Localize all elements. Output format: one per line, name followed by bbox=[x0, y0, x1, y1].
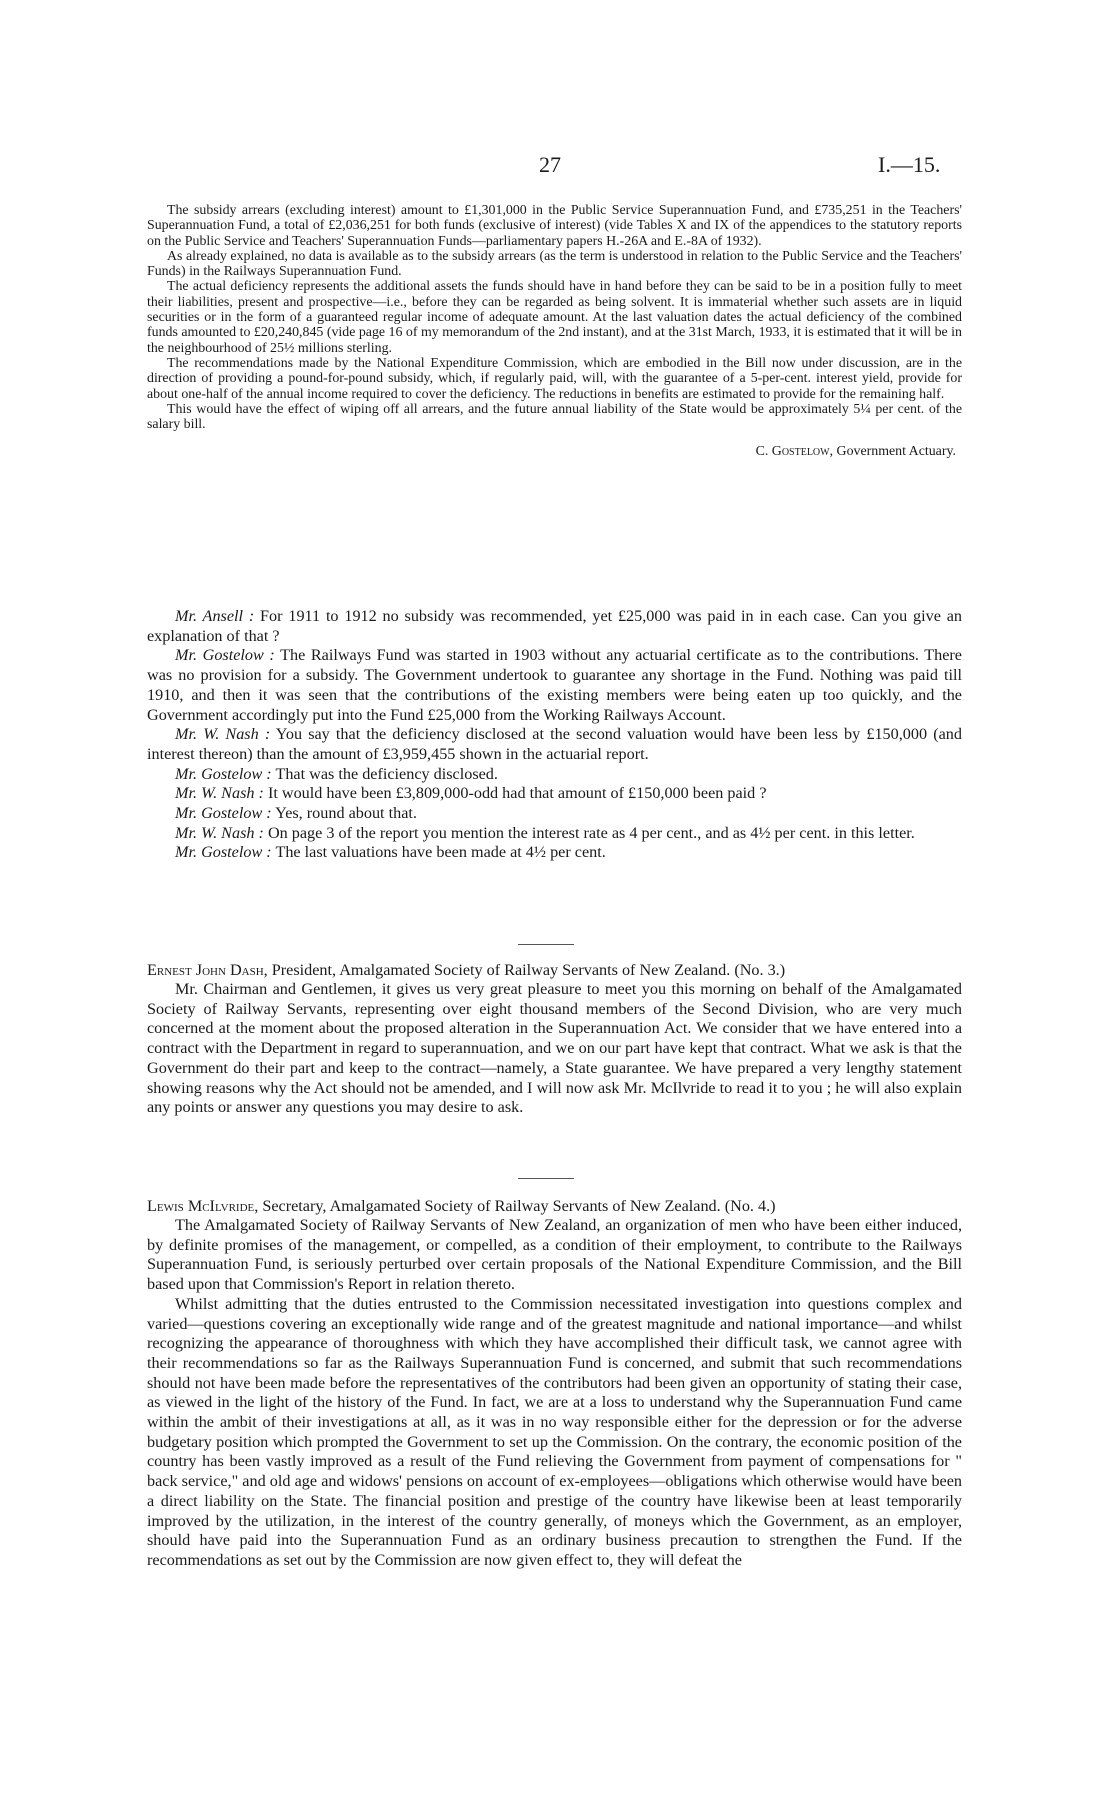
dialogue-line bbox=[147, 804, 962, 824]
speech: It would have been £3,809,000-odd had that amount of £150,000 been paid ? bbox=[263, 784, 767, 803]
dash-section bbox=[147, 960, 962, 1118]
signature-name: C. Gostelow bbox=[755, 444, 830, 460]
speaker: Mr. Ansell : bbox=[175, 607, 255, 625]
dialogue-line bbox=[147, 607, 962, 646]
speaker: Mr. Gostelow : bbox=[175, 764, 272, 783]
speech: For 1911 to 1912 no subsidy was recommended, yet £25,000 was paid in in each case. Can you give an explanation of that ? bbox=[147, 607, 962, 645]
memo-signature bbox=[147, 444, 962, 460]
speech: On page 3 of the report you mention the interest rate as 4 per cent., and as 4½ per cent. in this letter. bbox=[263, 823, 915, 842]
statement-paragraph: Whilst admitting that the duties entrusted to the Commission necessitated investigation into questions complex and varied—questions covering an exceptionally wide range and of the greatest magnitude and national importance—and whilst recognizing the appearance of thoroughness with which they have accomplished their difficult task, we cannot agree with their recommendations so far as the Railways Superannuation Fund is concerned, and submit that such recommendations should not have been made before the representatives of the contributors had been given an opportunity of stating their case, as viewed in the light of the history of the Fund. In fact, we are at a loss to understand why the Superannuation Fund came within the ambit of their investigations at all, as it was in no way responsible either for the depression or for the adverse budgetary position which prompted the Government to set up the Commission. On the contrary, the economic position of the country has been vastly improved as a result of the Fund relieving the Government from payment of compensations for " back service," and old age and widows' pensions on account of ex-employees—obligations which otherwise would have been a direct liability on the State. The financial position and prestige of the country have likewise been at least temporarily improved by the utilization, in the interest of the country generally, of moneys which the Government, as an employer, should have paid into the Superannuation Fund as an ordinary business precaution to strengthen the Fund. If the recommendations as set out by the Commission are now given effect to, they will defeat the bbox=[147, 1294, 962, 1569]
speaker: Mr. Gostelow : bbox=[175, 804, 272, 823]
signature-title: , Government Actuary. bbox=[829, 444, 956, 460]
speech: You say that the deficiency disclosed at the second valuation would have been less by £150,000 (and interest thereon) than the amount of £3,959,455 shown in the actuarial report. bbox=[147, 725, 962, 763]
section-heading bbox=[147, 960, 962, 980]
speaker: Mr. Gostelow : bbox=[175, 646, 275, 665]
actuary-memo bbox=[147, 203, 962, 460]
dialogue-line bbox=[147, 824, 962, 844]
memo-paragraph: The actual deficiency represents the additional assets the funds should have in hand before they can be said to be in a position fully to meet their liabilities, present and prospective—i.e., before they can be regarded as being solvent. It is immaterial whether such assets are in liquid securities or in the form of a guaranteed regular income of adequate amount. At the last valuation dates the actual deficiency of the combined funds amounted to £20,240,845 (vide page 16 of my memorandum of the 2nd instant), and at the 31st March, 1933, it is estimated that it will be in the neighbourhood of 25½ millions sterling. bbox=[147, 279, 962, 356]
dialogue-line bbox=[147, 765, 962, 785]
speech: That was the deficiency disclosed. bbox=[271, 764, 498, 783]
speech: The Railways Fund was started in 1903 without any actuarial certificate as to the contributions. There was no provision for a subsidy. The Government undertook to guarantee any shortage in the Fund. Nothing was paid till 1910, and then it was seen that the contributions of the existing members were being eaten up too quickly, and the Government accordingly put into the Fund £25,000 from the Working Railways Account. bbox=[147, 646, 962, 724]
section-divider bbox=[518, 944, 574, 945]
witness-name: Ernest John Dash bbox=[147, 961, 264, 979]
speaker: Mr. W. Nash : bbox=[175, 784, 264, 803]
page-number: 27 bbox=[539, 152, 561, 177]
witness-title: , Secretary, Amalgamated Society of Railway Servants of New Zealand. (No. 4.) bbox=[254, 1197, 776, 1215]
mcilvride-section bbox=[147, 1196, 962, 1571]
section-heading bbox=[147, 1196, 962, 1216]
statement-paragraph: Mr. Chairman and Gentlemen, it gives us very great pleasure to meet you this morning on behalf of the Amalgamated Society of Railway Servants, representing over eight thousand members of the Second Division, who are very much concerned at the moment about the proposed alteration in the Superannuation Act. We consider that we have entered into a contract with the Department in regard to superannuation, and we on our part have kept that contract. What we ask is that the Government do their part and keep to the contract—namely, a State guarantee. We have prepared a very lengthy statement showing reasons why the Act should not be amended, and I will now ask Mr. McIlvride to read it to you ; he will also explain any points or answer any questions you may desire to ask. bbox=[147, 980, 962, 1117]
memo-paragraph: The recommendations made by the National Expenditure Commission, which are embodied in the Bill now under discussion, are in the direction of providing a pound-for-pound subsidy, which, if regularly paid, will, with the guarantee of a 5-per-cent. interest yield, provide for about one-half of the annual income required to cover the deficiency. The reductions in benefits are estimated to provide for the remaining half. bbox=[147, 355, 962, 402]
document-reference: I.—15. bbox=[878, 152, 941, 177]
speaker: Mr. Gostelow : bbox=[175, 843, 272, 862]
witness-title: , President, Amalgamated Society of Railway Servants of New Zealand. (No. 3.) bbox=[263, 961, 786, 979]
dialogue-line bbox=[147, 784, 962, 804]
dialogue-line bbox=[147, 725, 962, 764]
section-divider bbox=[518, 1178, 574, 1179]
speech: The last valuations have been made at 4½ per cent. bbox=[271, 843, 606, 862]
statement-paragraph: The Amalgamated Society of Railway Servants of New Zealand, an organization of men who have been either induced, by definite promises of the management, or compelled, as a condition of their employment, to contribute to the Railways Superannuation Fund, is seriously perturbed over certain proposals of the National Expenditure Commission, and the Bill based upon that Commission's Report in relation thereto. bbox=[147, 1216, 962, 1294]
dialogue-line bbox=[147, 843, 962, 863]
speech: Yes, round about that. bbox=[271, 804, 417, 823]
dialogue-line bbox=[147, 646, 962, 725]
memo-paragraph: The subsidy arrears (excluding interest) amount to £1,301,000 in the Public Service Superannuation Fund, and £735,251 in the Teachers' Superannuation Fund, a total of £2,036,251 for both funds (exclusive of interest) (vide Tables X and IX of the appendices to the statutory reports on the Public Service and Teachers' Superannuation Funds—parliamentary papers H.-26A and E.-8A of 1932). bbox=[147, 203, 962, 249]
memo-paragraph: This would have the effect of wiping off all arrears, and the future annual liability of the State would be approximately 5¼ per cent. of the salary bill. bbox=[147, 401, 962, 433]
witness-name: Lewis McIlvride bbox=[147, 1197, 255, 1215]
dialogue bbox=[147, 607, 962, 863]
speaker: Mr. W. Nash : bbox=[175, 725, 271, 744]
memo-paragraph: As already explained, no data is available as to the subsidy arrears (as the term is understood in relation to the Public Service and the Teachers' Funds) in the Railways Superannuation Fund. bbox=[147, 248, 962, 280]
speaker: Mr. W. Nash : bbox=[175, 823, 264, 842]
